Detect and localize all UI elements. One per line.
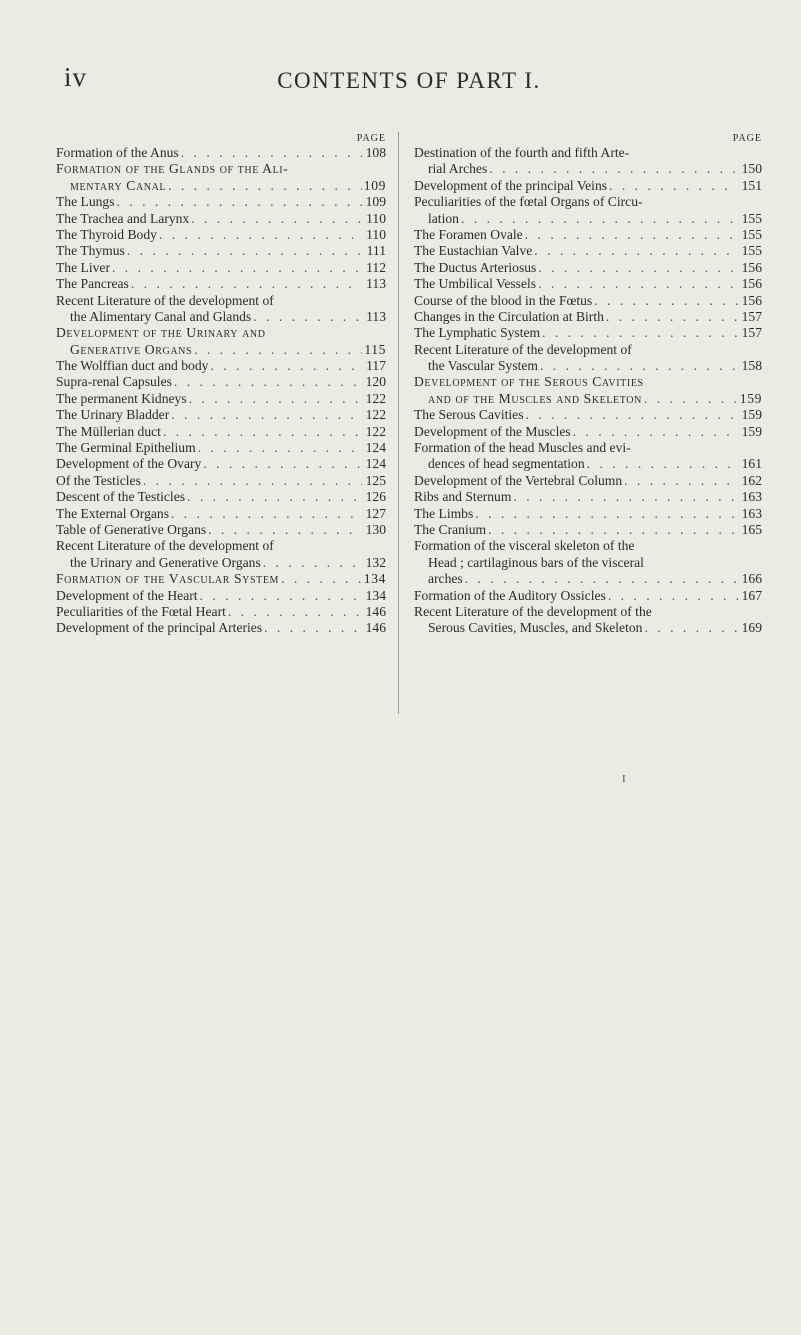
toc-page-number: 127 xyxy=(365,505,386,521)
dot-leader xyxy=(486,522,738,538)
toc-entry xyxy=(56,391,386,407)
toc-entry-title: Development of the Muscles xyxy=(414,423,571,439)
toc-entry-title: Development of the principal Arteries xyxy=(56,620,263,636)
toc-entry-line xyxy=(56,325,386,341)
toc-page-number: 124 xyxy=(365,440,386,456)
toc-entry-title: arches xyxy=(428,571,463,587)
dot-leader xyxy=(540,325,738,341)
toc-entry-line xyxy=(56,571,386,587)
dot-leader xyxy=(262,620,362,636)
toc-page-number: 109 xyxy=(363,177,386,193)
dot-leader xyxy=(607,178,738,194)
toc-entry-line xyxy=(56,161,386,177)
toc-entry-line xyxy=(56,276,386,292)
toc-entry xyxy=(56,243,386,259)
toc-entry-line xyxy=(414,538,762,554)
toc-page-number: 155 xyxy=(741,243,762,259)
toc-page-number: 157 xyxy=(741,325,762,341)
toc-entry xyxy=(56,489,386,505)
toc-entry-title: the Vascular System xyxy=(428,358,538,374)
toc-entry xyxy=(56,604,386,620)
toc-entry-line xyxy=(414,178,762,194)
toc-page-number: 126 xyxy=(365,489,386,505)
dot-leader xyxy=(536,260,738,276)
toc-entry xyxy=(56,440,386,456)
toc-entry-title: The Foramen Ovale xyxy=(414,226,523,242)
toc-page-number: 162 xyxy=(741,472,762,488)
toc-entry-line xyxy=(56,260,386,276)
toc-entry-title: and of the Muscles and Skeleton xyxy=(428,390,642,406)
toc-entry xyxy=(56,538,386,571)
toc-page-number: 156 xyxy=(741,259,762,275)
toc-page-number: 125 xyxy=(365,472,386,488)
toc-page-number: 159 xyxy=(739,390,762,406)
dot-leader xyxy=(169,506,362,522)
toc-entry xyxy=(56,571,386,587)
toc-entry xyxy=(414,243,762,259)
toc-entry-line xyxy=(56,506,386,522)
toc-page-number: 122 xyxy=(365,407,386,423)
toc-page-number: 110 xyxy=(366,210,386,226)
toc-entry xyxy=(56,407,386,423)
toc-entry-line xyxy=(56,555,386,571)
toc-entry-title: the Alimentary Canal and Glands xyxy=(70,308,252,324)
toc-entry-line xyxy=(56,424,386,440)
toc-page-number: 110 xyxy=(366,226,386,242)
dot-leader xyxy=(172,374,362,390)
dot-leader xyxy=(169,407,362,423)
toc-entry xyxy=(56,522,386,538)
toc-page-number: 134 xyxy=(363,571,386,587)
column-divider xyxy=(398,132,399,714)
toc-page-number: 112 xyxy=(366,259,386,275)
toc-entry-line xyxy=(56,456,386,472)
toc-entry xyxy=(56,473,386,489)
toc-entry-line xyxy=(56,227,386,243)
dot-leader xyxy=(141,473,362,489)
toc-entry-line xyxy=(414,407,762,423)
toc-entry-line xyxy=(414,588,762,604)
toc-entry xyxy=(56,588,386,604)
toc-entry-title: The Pancreas xyxy=(56,276,129,292)
toc-entry-title: lation xyxy=(428,210,459,226)
toc-page-number: 163 xyxy=(741,489,762,505)
toc-entry-title: Head ; cartilaginous bars of the visceral xyxy=(428,554,644,570)
toc-page-number: 113 xyxy=(366,308,386,324)
toc-entry-title: The Ductus Arteriosus xyxy=(414,259,537,275)
toc-entry xyxy=(414,588,762,604)
toc-entry-line xyxy=(56,620,386,636)
toc-entry-title: Peculiarities of the Fœtal Heart xyxy=(56,603,226,619)
toc-entry xyxy=(56,293,386,326)
dot-leader xyxy=(185,489,362,505)
toc-entry xyxy=(56,260,386,276)
toc-entry-line xyxy=(414,358,762,374)
dot-leader xyxy=(161,424,362,440)
dot-leader xyxy=(642,620,738,636)
toc-entry-line xyxy=(414,424,762,440)
toc-entry-line xyxy=(414,489,762,505)
dot-leader xyxy=(604,309,738,325)
toc-entry xyxy=(56,276,386,292)
toc-entry-line xyxy=(56,391,386,407)
toc-entry-title: The Limbs xyxy=(414,505,474,521)
dot-leader xyxy=(585,456,738,472)
toc-entry-line xyxy=(56,588,386,604)
dot-leader xyxy=(251,309,362,325)
toc-entry-title: The Lungs xyxy=(56,194,115,210)
toc-entry-title: The Müllerian duct xyxy=(56,423,161,439)
toc-entry-title: Development of the Vertebral Column xyxy=(414,472,623,488)
dot-leader xyxy=(459,211,738,227)
toc-entry xyxy=(414,538,762,587)
toc-entry xyxy=(414,424,762,440)
toc-entry xyxy=(56,161,386,194)
toc-entry-title: The Thyroid Body xyxy=(56,226,157,242)
dot-leader xyxy=(536,276,738,292)
toc-page-number: 146 xyxy=(365,603,386,619)
running-title: CONTENTS OF PART I. xyxy=(277,68,541,93)
toc-entry-line xyxy=(414,293,762,309)
toc-entry xyxy=(56,194,386,210)
toc-entry xyxy=(414,440,762,473)
dot-leader xyxy=(125,243,362,259)
dot-leader xyxy=(463,571,738,587)
toc-entry-line xyxy=(56,309,386,325)
toc-entry xyxy=(56,145,386,161)
toc-entry-line xyxy=(414,391,762,407)
toc-entry-line xyxy=(56,473,386,489)
toc-page-number: 169 xyxy=(741,620,762,636)
toc-entry-title: The Serous Cavities xyxy=(414,407,524,423)
toc-entry-title: Of the Testicles xyxy=(56,472,141,488)
toc-page-number: 122 xyxy=(365,423,386,439)
toc-entry-title: The Urinary Bladder xyxy=(56,407,170,423)
toc-entry-line xyxy=(414,227,762,243)
toc-entry-title: Changes in the Circulation at Birth xyxy=(414,308,604,324)
running-header xyxy=(64,62,754,102)
dot-leader xyxy=(532,243,738,259)
toc-page-number: 134 xyxy=(365,587,386,603)
toc-entry-line xyxy=(414,211,762,227)
toc-entry-title: mentary Canal xyxy=(70,177,167,193)
contents-list-right xyxy=(414,145,762,637)
toc-page-number: 132 xyxy=(365,554,386,570)
toc-entry xyxy=(414,522,762,538)
page-number: iv xyxy=(64,62,88,92)
toc-page-number: 113 xyxy=(366,276,386,292)
toc-entry-line xyxy=(414,325,762,341)
toc-entry-title: Development of the Urinary and xyxy=(56,325,266,341)
toc-entry-title: The Cranium xyxy=(414,521,487,537)
contents-list-left xyxy=(56,145,386,637)
dot-leader xyxy=(261,555,362,571)
toc-entry-title: the Urinary and Generative Organs xyxy=(70,554,261,570)
toc-entry-line xyxy=(56,374,386,390)
dot-leader xyxy=(279,571,362,587)
toc-entry xyxy=(56,456,386,472)
toc-page-number: 161 xyxy=(741,456,762,472)
toc-entry-line xyxy=(414,374,762,390)
toc-entry-title: Destination of the fourth and fifth Arte- xyxy=(414,145,630,160)
dot-leader xyxy=(110,260,362,276)
toc-entry-line xyxy=(56,178,386,194)
toc-page-number: 156 xyxy=(741,276,762,292)
toc-entry xyxy=(414,178,762,194)
toc-entry-title: Serous Cavities, Muscles, and Skeleton xyxy=(428,620,643,636)
toc-entry-title: The Germinal Epithelium xyxy=(56,440,196,456)
signature-mark: I xyxy=(622,773,626,785)
toc-entry xyxy=(414,145,762,178)
toc-entry-line xyxy=(414,456,762,472)
toc-entry-title: Recent Literature of the development of xyxy=(414,341,632,357)
toc-entry-title: Ribs and Sternum xyxy=(414,489,512,505)
toc-entry-title: The Wolffian duct and body xyxy=(56,358,209,374)
toc-entry-title: Peculiarities of the fœtal Organs of Circu- xyxy=(414,194,643,210)
toc-entry-title: Development of the Serous Cavities xyxy=(414,374,644,390)
toc-entry-line xyxy=(56,194,386,210)
toc-entry-line xyxy=(414,342,762,358)
toc-entry-line xyxy=(56,145,386,161)
toc-entry-line xyxy=(414,145,762,161)
toc-entry-title: dences of head segmentation xyxy=(428,456,585,472)
toc-entry-line xyxy=(56,293,386,309)
toc-page-number: 124 xyxy=(365,456,386,472)
dot-leader xyxy=(524,407,739,423)
page-column-label: PAGE xyxy=(732,133,762,144)
toc-entry-title: Formation of the Vascular System xyxy=(56,571,280,587)
toc-page-number: 156 xyxy=(741,292,762,308)
toc-entry-line xyxy=(414,571,762,587)
dot-leader xyxy=(592,293,738,309)
toc-entry xyxy=(414,506,762,522)
toc-entry-line xyxy=(414,260,762,276)
toc-page-number: 151 xyxy=(741,177,762,193)
dot-leader xyxy=(201,456,362,472)
toc-entry-line xyxy=(56,358,386,374)
toc-entry-title: Development of the principal Veins xyxy=(414,177,608,193)
toc-page-number: 158 xyxy=(741,358,762,374)
toc-entry-title: Formation of the visceral skeleton of the xyxy=(414,538,635,554)
dot-leader xyxy=(642,391,738,407)
toc-page-number: 130 xyxy=(365,521,386,537)
toc-entry-title: Table of Generative Organs xyxy=(56,521,207,537)
toc-entry xyxy=(56,227,386,243)
dot-leader xyxy=(487,161,738,177)
dot-leader xyxy=(166,178,362,194)
toc-entry xyxy=(414,604,762,637)
dot-leader xyxy=(473,506,738,522)
contents-column-left xyxy=(56,133,386,637)
toc-entry-title: Formation of the head Muscles and evi- xyxy=(414,440,631,456)
toc-page-number: 109 xyxy=(365,194,386,210)
toc-entry-line xyxy=(56,342,386,358)
toc-entry-line xyxy=(414,555,762,571)
toc-entry-title: The Trachea and Larynx xyxy=(56,210,190,226)
toc-page-number: 159 xyxy=(741,423,762,439)
toc-entry xyxy=(414,260,762,276)
dot-leader xyxy=(538,358,738,374)
toc-entry-title: Development of the Heart xyxy=(56,587,198,603)
toc-entry xyxy=(56,358,386,374)
toc-entry-line xyxy=(414,194,762,210)
dot-leader xyxy=(206,522,362,538)
toc-page-number: 163 xyxy=(741,505,762,521)
toc-entry-title: Supra-renal Capsules xyxy=(56,374,172,390)
toc-page-number: 122 xyxy=(365,390,386,406)
toc-page-number: 108 xyxy=(365,145,386,160)
toc-entry xyxy=(414,325,762,341)
toc-entry-line xyxy=(414,473,762,489)
toc-page-number: 167 xyxy=(741,587,762,603)
toc-entry-line xyxy=(56,211,386,227)
toc-entry-line xyxy=(56,407,386,423)
toc-entry xyxy=(56,325,386,358)
dot-leader xyxy=(192,342,362,358)
toc-entry-title: Descent of the Testicles xyxy=(56,489,186,505)
toc-page-number: 165 xyxy=(741,521,762,537)
toc-entry-title: The Liver xyxy=(56,259,110,275)
toc-entry-title: Course of the blood in the Fœtus xyxy=(414,292,593,308)
toc-page-number: 120 xyxy=(365,374,386,390)
toc-entry xyxy=(414,194,762,227)
toc-entry xyxy=(414,407,762,423)
toc-entry-line xyxy=(56,538,386,554)
toc-entry-line xyxy=(414,243,762,259)
toc-entry-line xyxy=(56,522,386,538)
dot-leader xyxy=(179,145,362,161)
toc-page-number: 117 xyxy=(366,358,386,374)
toc-entry xyxy=(414,489,762,505)
toc-entry-line xyxy=(414,620,762,636)
toc-entry-title: Recent Literature of the development of the xyxy=(414,603,652,619)
toc-entry-line xyxy=(414,522,762,538)
contents-column-right xyxy=(414,133,762,637)
dot-leader xyxy=(511,489,738,505)
dot-leader xyxy=(622,473,738,489)
toc-page-number: 146 xyxy=(365,620,386,636)
dot-leader xyxy=(571,424,738,440)
toc-entry-title: Recent Literature of the development of xyxy=(56,538,274,554)
toc-page-number: 155 xyxy=(741,226,762,242)
toc-entry xyxy=(56,211,386,227)
toc-entry-line xyxy=(56,489,386,505)
toc-entry xyxy=(414,374,762,407)
toc-page-number: 111 xyxy=(366,243,386,259)
toc-entry-title: The External Organs xyxy=(56,505,169,521)
dot-leader xyxy=(157,227,362,243)
toc-page-number: 159 xyxy=(741,407,762,423)
toc-page-number: 155 xyxy=(741,210,762,226)
dot-leader xyxy=(208,358,362,374)
toc-entry-line xyxy=(56,604,386,620)
dot-leader xyxy=(523,227,738,243)
toc-entry-title: The Lymphatic System xyxy=(414,325,541,341)
toc-entry-title: Generative Organs xyxy=(70,341,193,357)
dot-leader xyxy=(198,588,362,604)
dot-leader xyxy=(115,194,362,210)
toc-page-number: 157 xyxy=(741,308,762,324)
toc-entry-line xyxy=(414,309,762,325)
toc-entry-title: Recent Literature of the development of xyxy=(56,292,274,308)
toc-entry xyxy=(56,506,386,522)
toc-entry xyxy=(414,293,762,309)
toc-entry-line xyxy=(56,243,386,259)
toc-page-number: 150 xyxy=(741,161,762,177)
dot-leader xyxy=(226,604,362,620)
toc-entry xyxy=(414,309,762,325)
toc-entry-title: The Umbilical Vessels xyxy=(414,276,537,292)
toc-page-number: 166 xyxy=(741,571,762,587)
dot-leader xyxy=(129,276,362,292)
toc-entry xyxy=(56,424,386,440)
toc-entry-title: The Eustachian Valve xyxy=(414,243,533,259)
toc-entry-line xyxy=(414,506,762,522)
toc-entry-title: Development of the Ovary xyxy=(56,456,202,472)
toc-entry-line xyxy=(414,276,762,292)
toc-entry-title: Formation of the Glands of the Ali- xyxy=(56,161,289,177)
toc-entry-title: The Thymus xyxy=(56,243,125,259)
dot-leader xyxy=(606,588,738,604)
toc-entry-line xyxy=(414,161,762,177)
toc-entry xyxy=(414,342,762,375)
toc-entry-line xyxy=(56,440,386,456)
toc-entry-line xyxy=(414,440,762,456)
toc-entry xyxy=(56,374,386,390)
toc-page-number: 115 xyxy=(364,341,386,357)
toc-entry-title: Formation of the Anus xyxy=(56,145,179,160)
dot-leader xyxy=(187,391,362,407)
toc-entry xyxy=(414,473,762,489)
toc-entry xyxy=(414,276,762,292)
page-column-label: PAGE xyxy=(356,133,386,144)
toc-entry xyxy=(414,227,762,243)
toc-entry-title: The permanent Kidneys xyxy=(56,390,187,406)
toc-entry-title: Formation of the Auditory Ossicles xyxy=(414,587,606,603)
toc-entry-title: rial Arches xyxy=(428,161,488,177)
dot-leader xyxy=(189,211,362,227)
dot-leader xyxy=(196,440,362,456)
toc-entry xyxy=(56,620,386,636)
toc-entry-line xyxy=(414,604,762,620)
